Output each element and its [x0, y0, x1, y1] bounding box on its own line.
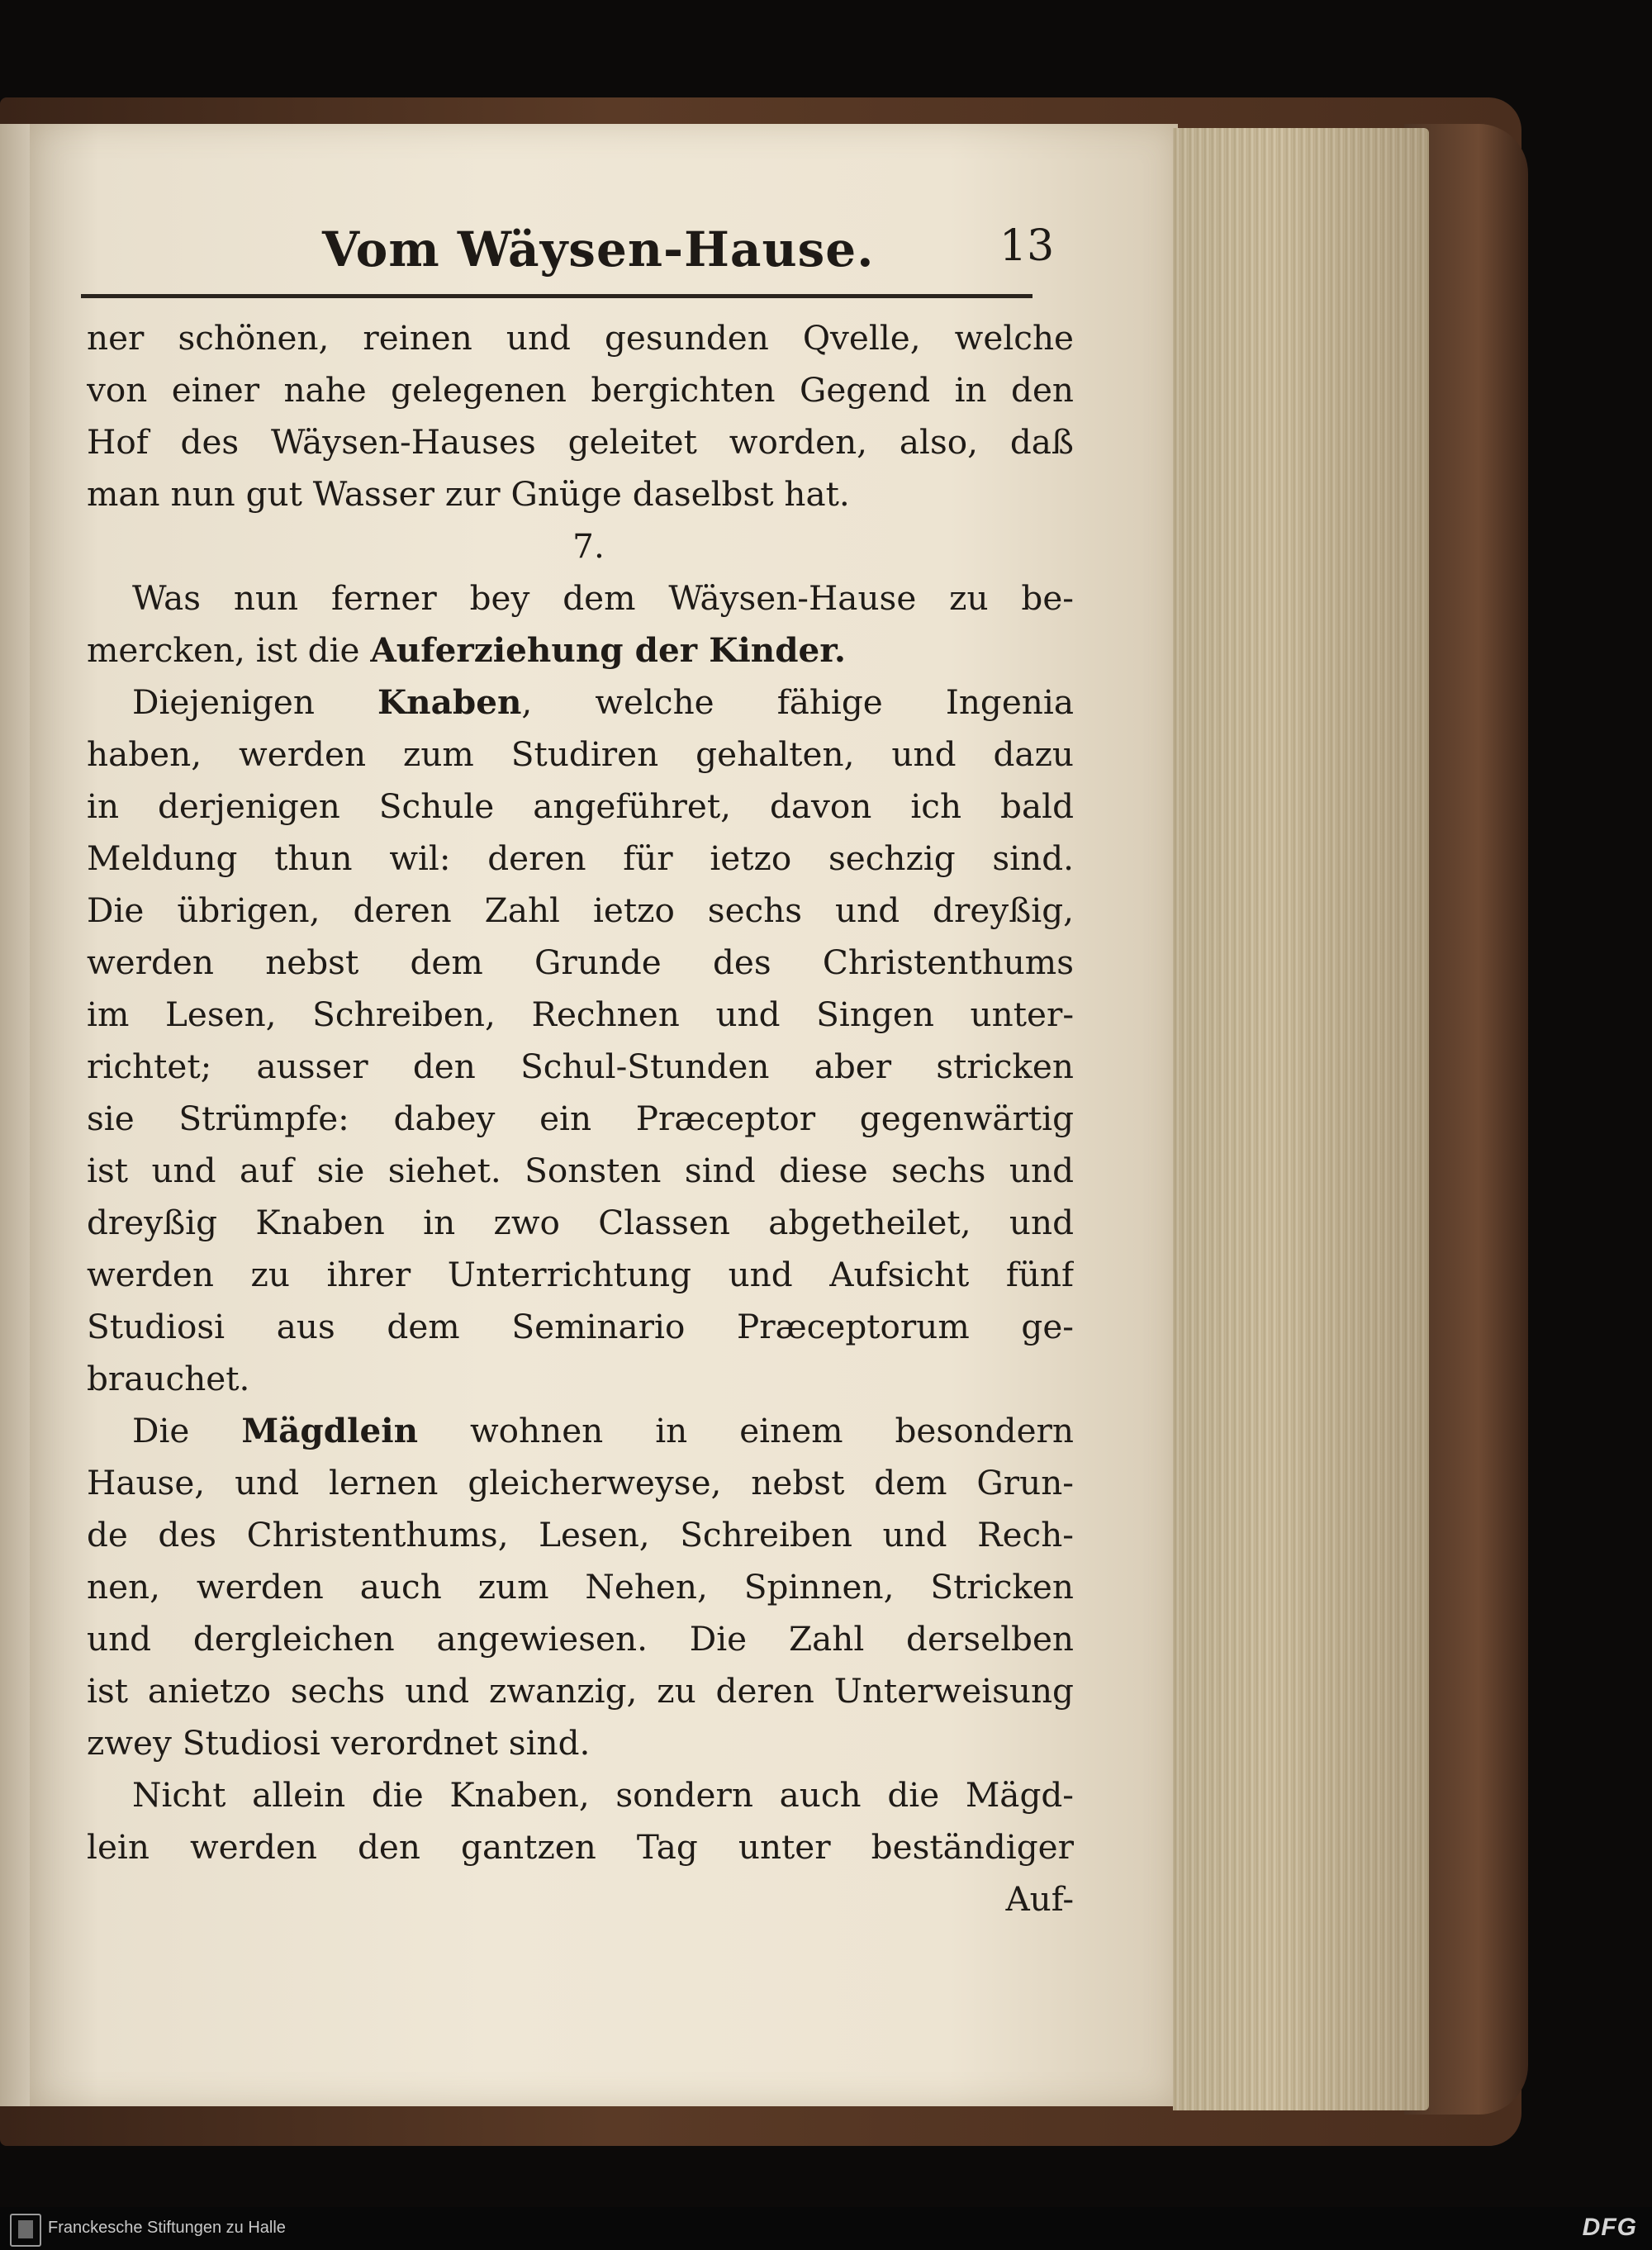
institution-name: Franckesche Stiftungen zu Halle: [48, 2219, 286, 2237]
text-line: ist und auf sie siehet. Sonsten sind diese sechs und: [87, 1151, 1074, 1190]
text-line: zwey Studiosi verordnet sind.: [87, 1723, 591, 1763]
body-text: [87, 312, 1074, 1925]
text-line: [87, 1405, 1074, 1457]
text-line: und dergleichen angewiesen. Die Zahl derselben: [87, 1619, 1074, 1659]
viewer-footer: [0, 2207, 1652, 2250]
text-line: Was nun ferner bey dem Wäysen-Hause zu be-: [132, 578, 1074, 618]
page-header: [322, 221, 1066, 296]
text-run: , welche fähige Ingenia: [521, 682, 1074, 722]
page-number: 13: [999, 221, 1055, 271]
institution-logo-icon: [10, 2214, 41, 2247]
text-line: Die übrigen, deren Zahl ietzo sechs und dreyßig,: [87, 890, 1074, 930]
text-line: [87, 624, 1074, 676]
header-rule: [81, 294, 1032, 298]
text-line: brauchet.: [87, 1359, 250, 1398]
text-line: ist anietzo sechs und zwanzig, zu deren Unterweisung: [87, 1671, 1074, 1711]
text-run: Die: [132, 1411, 242, 1450]
text-line: Hof des Wäysen-Hauses geleitet worden, also, daß: [87, 422, 1074, 462]
catchword: Auf-: [1005, 1879, 1074, 1919]
text-line: Hause, und lernen gleicherweyse, nebst dem Grun-: [87, 1463, 1074, 1502]
text-line: haben, werden zum Studiren gehalten, und dazu: [87, 734, 1074, 774]
text-line: sie Strümpfe: dabey ein Præceptor gegenwärtig: [87, 1099, 1074, 1138]
highlight-phrase: Auferziehung der Kinder.: [370, 630, 847, 670]
dfg-logo: DFG: [1582, 2214, 1637, 2241]
text-run: Diejenigen: [132, 682, 377, 722]
text-line: man nun gut Wasser zur Gnüge daselbst hat.: [87, 474, 850, 514]
text-line: Studiosi aus dem Seminario Præceptorum ge-: [87, 1307, 1074, 1346]
text-line: im Lesen, Schreiben, Rechnen und Singen unter-: [87, 994, 1074, 1034]
text-line: [87, 676, 1074, 729]
text-line: von einer nahe gelegenen bergichten Gegend in den: [87, 370, 1074, 410]
text-line: de des Christenthums, Lesen, Schreiben und Rech-: [87, 1515, 1074, 1555]
text-line: ner schönen, reinen und gesunden Qvelle, welche: [87, 318, 1074, 358]
text-run: mercken, ist die: [87, 630, 371, 670]
text-line: werden zu ihrer Unterrichtung und Aufsicht fünf: [87, 1255, 1074, 1294]
text-line: Meldung thun wil: deren für ietzo sechzig sind.: [87, 838, 1074, 878]
section-number: 7.: [572, 526, 605, 566]
text-line: Nicht allein die Knaben, sondern auch die Mägd-: [132, 1775, 1074, 1815]
highlight-word: Mägdlein: [241, 1411, 419, 1450]
text-line: in derjenigen Schule angeführet, davon ich bald: [87, 786, 1074, 826]
running-head: Vom Wäysen-Hause.: [322, 221, 875, 278]
text-run: wohnen in einem besondern: [418, 1411, 1074, 1450]
highlight-word: Knaben: [377, 682, 522, 722]
text-line: werden nebst dem Grunde des Christenthums: [87, 942, 1074, 982]
text-line: nen, werden auch zum Nehen, Spinnen, Stricken: [87, 1567, 1074, 1607]
page-edges-shade: [1173, 128, 1429, 2110]
text-line: richtet; ausser den Schul-Stunden aber stricken: [87, 1047, 1074, 1086]
text-line: dreyßig Knaben in zwo Classen abgetheilet, und: [87, 1203, 1074, 1242]
text-line: lein werden den gantzen Tag unter beständiger: [87, 1827, 1074, 1867]
